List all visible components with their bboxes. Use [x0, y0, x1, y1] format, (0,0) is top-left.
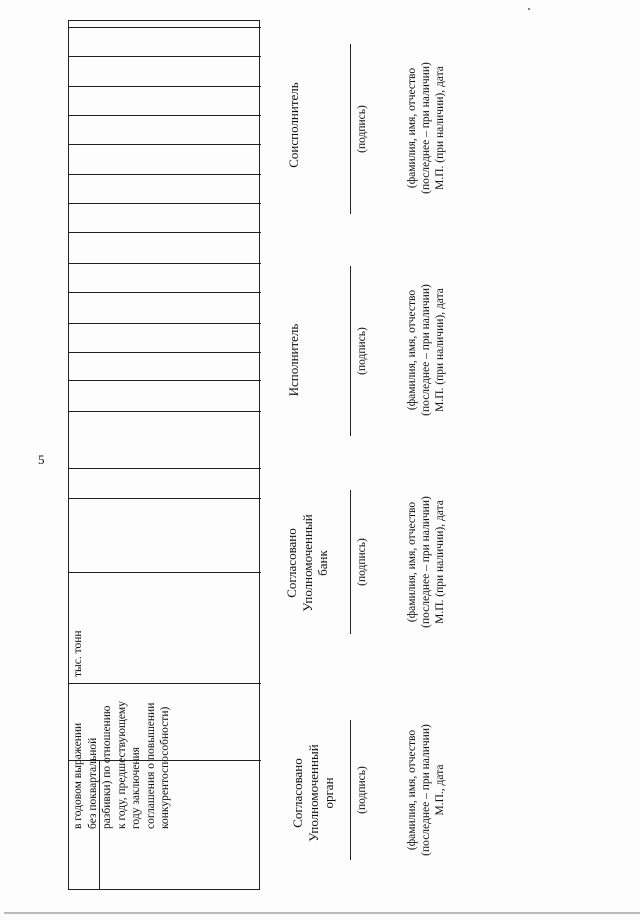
- signature-sign-label: (подпись): [356, 538, 368, 586]
- signature-name-line: (фамилия, имя, отчество: [406, 289, 418, 411]
- table-first-cell: [71, 701, 173, 829]
- signature-name-line: М.П. (при наличии), дата: [434, 288, 446, 412]
- signature-name-line: (фамилия, имя, отчество: [406, 729, 418, 851]
- signature-line: [350, 44, 351, 214]
- data-table: [68, 20, 260, 890]
- signature-sign-label: (подпись): [356, 105, 368, 153]
- signature-line: [350, 266, 351, 436]
- table-column-divider: [69, 468, 261, 469]
- signature-name-line: (последнее – при наличии): [420, 284, 432, 416]
- table-column-divider: [69, 115, 261, 116]
- signature-title-line: орган: [321, 777, 336, 809]
- signature-line: [350, 720, 351, 860]
- table-column-divider: [69, 86, 261, 87]
- table-column-divider: [69, 203, 261, 204]
- signature-title-line: Согласовано: [290, 758, 305, 828]
- page-number: 5: [38, 452, 45, 467]
- table-column-divider: [69, 174, 261, 175]
- signature-title-line: Соисполнитель: [286, 82, 301, 168]
- first-cell-line: году заключения: [130, 747, 142, 829]
- first-cell-line: без поквартальной: [86, 737, 99, 829]
- signature-name-line: (последнее – при наличии): [420, 724, 432, 856]
- signature-title-line: Исполнитель: [286, 323, 301, 397]
- signature-sign-label: (подпись): [356, 327, 368, 375]
- first-cell-line: к году, предшествующему: [115, 701, 128, 829]
- table-column-divider: [69, 498, 261, 499]
- signature-sign-label: (подпись): [356, 766, 368, 814]
- table-column-divider: [69, 232, 261, 233]
- table-column-divider: [69, 144, 261, 145]
- signature-name-line: (фамилия, имя, отчество: [406, 67, 418, 189]
- signature-line: [350, 490, 351, 634]
- table-column-divider: [69, 263, 261, 264]
- signature-name-line: (фамилия, имя, отчество: [406, 501, 418, 623]
- first-cell-line: конкурентоспособности): [159, 706, 171, 829]
- signature-name-line: М.П., дата: [434, 764, 446, 816]
- signature-name-line: (последнее – при наличии): [420, 496, 432, 628]
- first-cell-line: соглашения о повышении: [144, 702, 157, 829]
- table-column-divider: [69, 411, 261, 412]
- table-column-divider: [69, 292, 261, 293]
- table-column-divider: [69, 27, 261, 28]
- unit-cell: тыс. тонн: [72, 630, 84, 677]
- first-cell-line: разбивки) по отношению: [101, 705, 113, 829]
- table-column-divider: [69, 380, 261, 381]
- signature-title-line: Согласовано: [284, 528, 299, 598]
- first-cell-line: в годовом выражении: [72, 722, 84, 829]
- table-column-divider: [69, 323, 261, 324]
- table-column-divider: [69, 352, 261, 353]
- table-column-divider: [69, 683, 261, 684]
- signature-name-line: М.П. (при наличии), дата: [434, 500, 446, 624]
- table-column-divider: [69, 572, 261, 573]
- signature-title-line: банк: [315, 550, 330, 576]
- signature-name-line: М.П. (при наличии), дата: [434, 66, 446, 190]
- signature-title-line: Уполномоченный: [299, 514, 315, 612]
- table-column-divider: [69, 56, 261, 57]
- signature-name-line: (последнее – при наличии): [420, 62, 432, 194]
- signature-title-line: Уполномоченный: [305, 744, 321, 842]
